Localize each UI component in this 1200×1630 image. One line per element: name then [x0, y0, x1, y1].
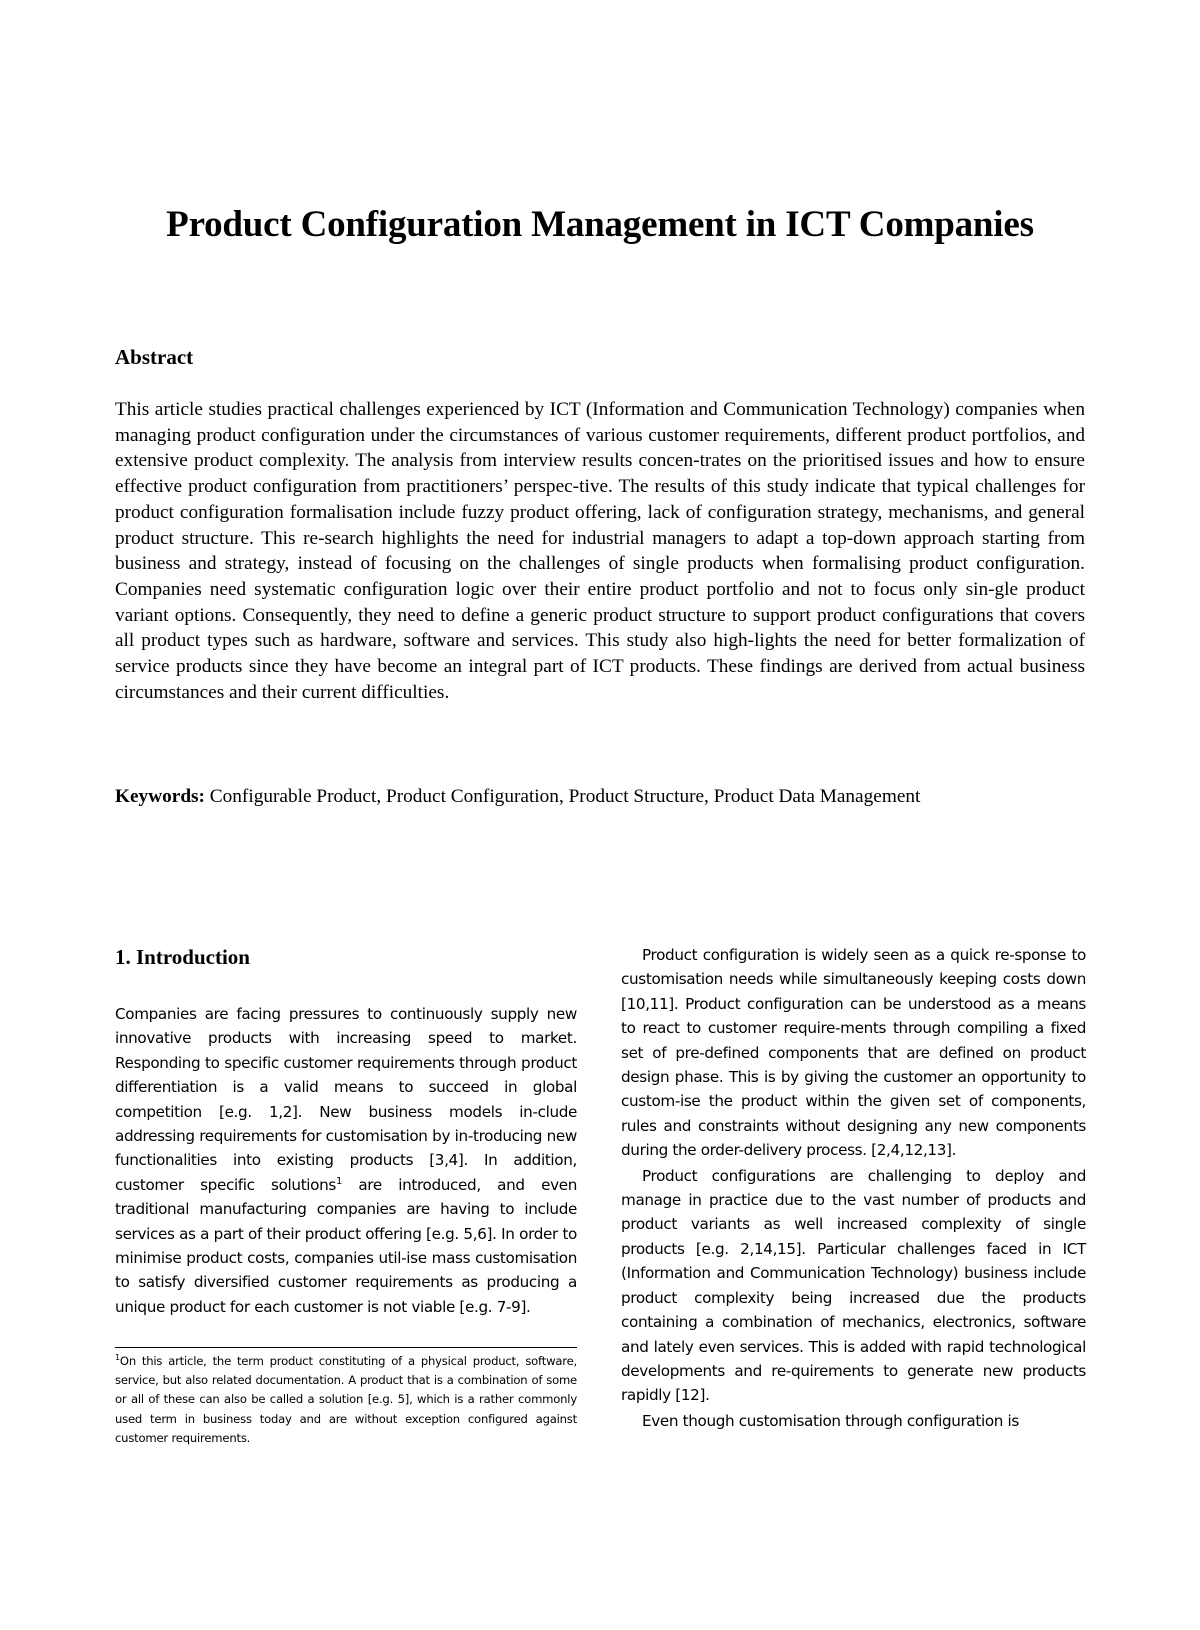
footnote-separator — [115, 1347, 577, 1348]
paper-title: Product Configuration Management in ICT Companies — [166, 204, 1034, 245]
keywords — [115, 784, 1095, 809]
intro-paragraph: Product configuration is widely seen as a quick re-sponse to customisation needs while simultaneously keeping costs down [10,11]. Product configuration can be understood as a means to react to customer require-ments through compiling a fixed set of pre-defined components that are defined on product design phase. This is by giving the customer an opportunity to custom-ise the product within the given set of components, rules and constraints without designing any new components during the order-delivery process. [2,4,12,13]. — [621, 946, 1086, 1160]
footnote-marker: 1 — [115, 1353, 120, 1363]
keywords-label: Keywords: — [115, 786, 205, 807]
footnote-reference: 1 — [335, 1175, 342, 1187]
intro-text-part-b: are introduced, and even traditional manufacturing companies are having to include services as a part of their product offering [e.g. 5,6]. In order to minimise product costs, companies util-ise mass customisation to satisfy diversified customer requirements as producing a unique product for each customer is not viable [e.g. 7-9]. — [115, 1175, 577, 1316]
keywords-text: Configurable Product, Product Configuration, Product Structure, Product Data Management — [204, 786, 921, 807]
footnote — [115, 1352, 577, 1448]
intro-text-part-a: Companies are facing pressures to continuously supply new innovative products with increasing speed to market. Responding to specific customer requirements through product differentiation is a valid means to succeed in global competition [e.g. 1,2]. New business models in-clude addressing requirements for customisation by in-troducing new functionalities into existing products [3,4]. In addition, customer specific solutions — [115, 1005, 577, 1194]
introduction-right-column — [621, 943, 1086, 1434]
abstract-heading: Abstract — [115, 345, 194, 369]
abstract-text: This article studies practical challenges experienced by ICT (Information and Communication Technology) companies when managing product configuration under the circumstances of various customer requirements, different product portfolios, and extensive product complexity. The analysis from interview results concen-trates on the prioritised issues and how to ensure effective product configuration from practitioners’ perspec-tive. The results of this study indicate that typical challenges for product configuration formalisation include fuzzy product offering, lack of configuration strategy, mechanisms, and general product structure. This re-search highlights the need for industrial managers to adapt a top-down approach starting from business and strategy, instead of focusing on the challenges of single products when formalising product configuration. Companies need systematic configuration logic over their entire product portfolio and not to focus only sin-gle product variant options. Consequently, they need to define a generic product structure to support product configurations that covers all product types such as hardware, software and services. This study also high-lights the need for better formalization of service products since they have become an integral part of ICT products. These findings are derived from actual business circumstances and their current difficulties. — [115, 399, 1085, 703]
introduction-left-column — [115, 1002, 577, 1319]
intro-paragraph: Even though customisation through configuration is — [642, 1411, 1019, 1430]
intro-paragraph: Product configurations are challenging to deploy and manage in practice due to the vast number of products and product variants as well increased complexity of single products [e.g. 2,14,15]. Particular challenges faced in ICT (Information and Communication Technology) business include product complexity being increased due the products containing a combination of mechanics, electronics, software and lately even services. This is added with rapid technological developments and re-quirements to generate new products rapidly [12]. — [621, 1166, 1086, 1405]
footnote-text: On this article, the term product constituting of a physical product, software, service, but also related documentation. A product that is a combination of some or all of these can also be called a solution [e.g. 5], which is a rather commonly used term in business today and are without exception configured against customer requirements. — [115, 1354, 577, 1445]
introduction-heading: 1. Introduction — [115, 945, 250, 969]
